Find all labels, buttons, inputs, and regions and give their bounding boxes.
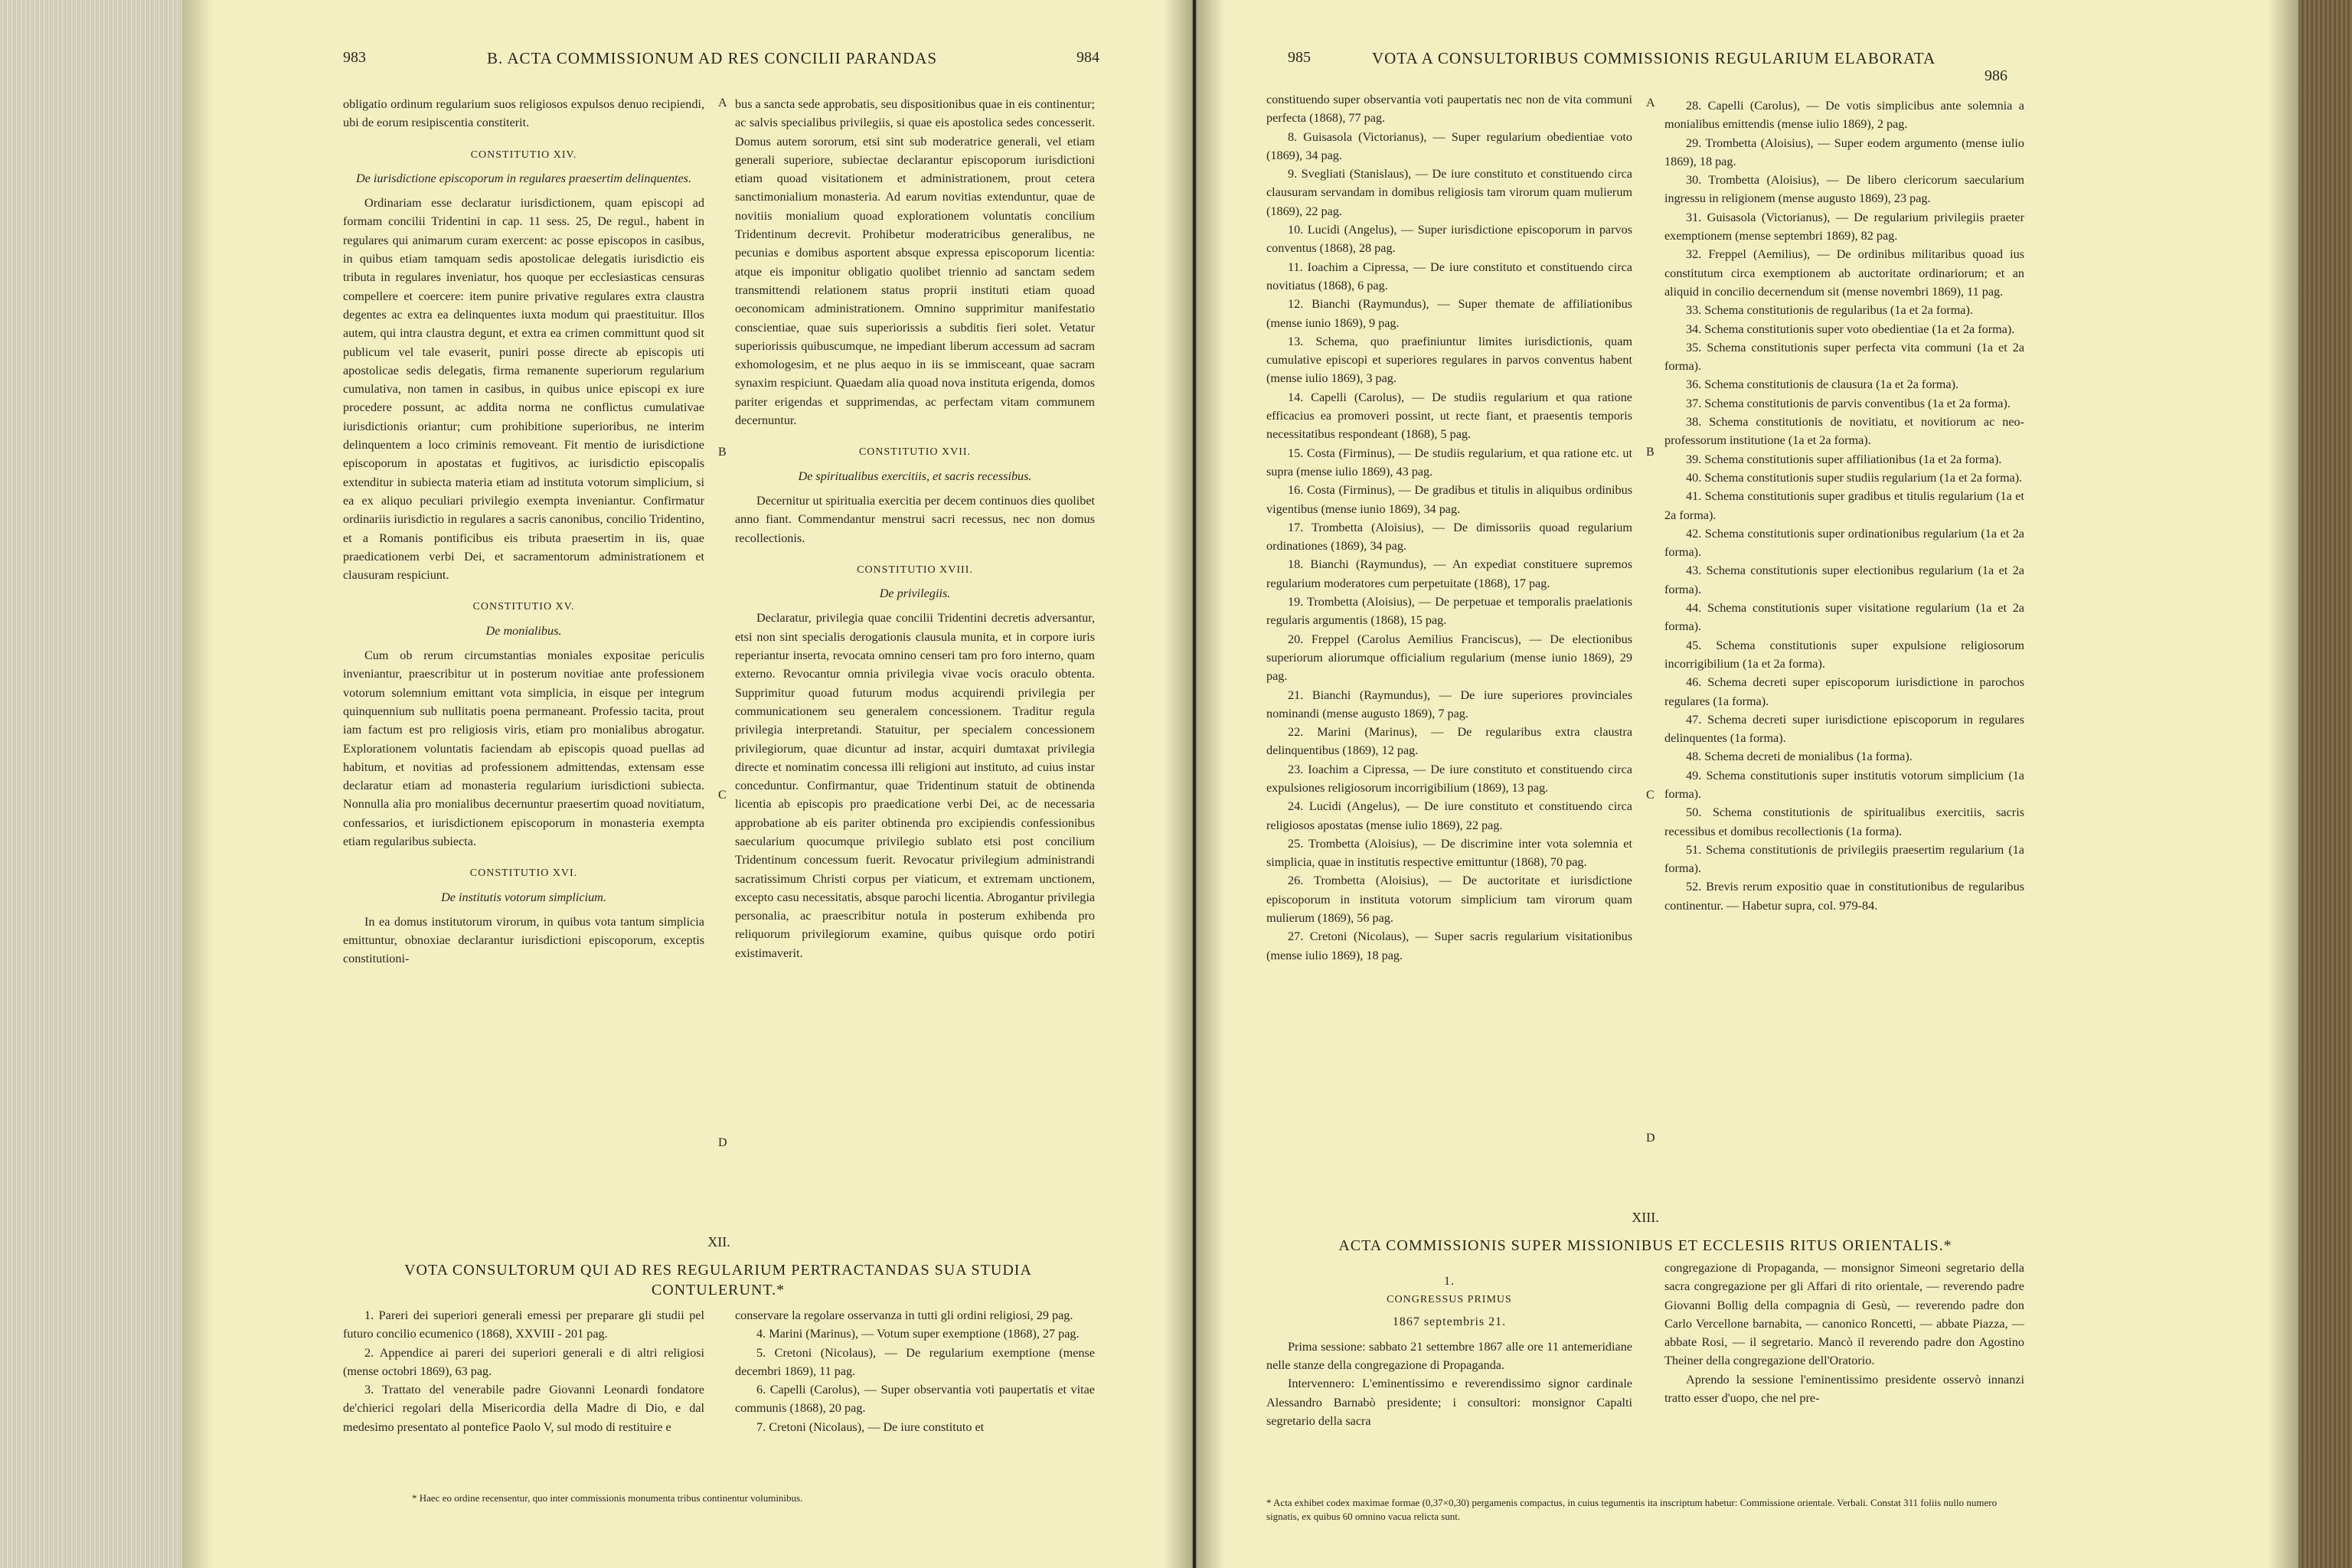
list-item: 6. Capelli (Carolus), — Super observantia voti paupertatis et vitae communis (1868), 20 pag. <box>735 1383 1095 1416</box>
list-item: 19. Trombetta (Aloisius), — De perpetuae et temporalis praelationis regularis argumentis (1868), 15 pag. <box>1266 595 1632 628</box>
page-number-986: 986 <box>1984 67 2007 84</box>
xiii-column-2 <box>1664 1259 2024 1407</box>
list-item: 44. Schema constitutionis super visitatione regularium (1a et 2a forma). <box>1664 601 2024 634</box>
page-number-984: 984 <box>1076 49 1099 66</box>
list-item: 24. Lucidi (Angelus), — De iure constituto et constituendo circa religiosos apostatas (mense iulio 1869), 22 pag. <box>1266 799 1632 832</box>
margin-letter-d: D <box>1646 1132 1655 1145</box>
list-item: 22. Marini (Marinus), — De regularibus extra claustra delinquentibus (1869), 12 pag. <box>1266 725 1632 758</box>
margin-letter-b: B <box>718 446 727 459</box>
list-item: 1. Pareri dei superiori generali emessi per preparare gli studii pel futuro concilio ecumenico (1868), XXVIII - 201 pag. <box>343 1308 704 1341</box>
right-page <box>1196 0 2298 1568</box>
paragraph: Declaratur, privilegia quae concilii Tridentini decretis adversantur, etsi non sint specialis derogationis clausula munita, et in corpore iuris reperiantur inserta, revocata omnino censeri tam pro foro interno, quam externo. Revocantur omnia privilegia vivae vocis oraculo obtenta. Supprimitur quoad futurum modus acquirendi privilegia per communicationem seu generalem concessionem. Traditur regula privilegia interpretandi. Statuitur, per specialem concessionem privilegiorum, quae dicuntur ad instar, acquiri dumtaxat privilegia directe et nominatim concessa illi religioni aut instituto, ad cuius instar conceduntur. Confirmantur, quae Tridentinum statuit de obtinenda licentia ab episcopis pro praedicatione verbi Dei, ac de necessaria approbatione ab eis pariter obtinenda pro excipiendis confessionibus saecularium quocumque privilegio sublato etsi post concilium Tridentinum concessum fuerit. Revocatur privilegium administrandi sacratissimum Christi corpus per viaticum, et extremam unctionem, excepto casu necessitatis, absque parochi licentia. Abrogantur privilegia personalia, ac praescribitur notula in posterum exhibenda pro reliquorum privilegiorum examine, quibus quisque ordo potiri existimaverit. <box>735 611 1095 960</box>
section-xiii-title: ACTA COMMISSIONIS SUPER MISSIONIBUS ET ECCLESIIS RITUS ORIENTALIS.* <box>1338 1237 1952 1254</box>
list-item: constituendo super observantia voti paupertatis nec non de vita communi perfecta (1868), 77 pag. <box>1266 93 1632 126</box>
page-number-983: 983 <box>343 49 366 66</box>
left-column-1 <box>343 95 704 969</box>
list-item: 32. Freppel (Aemilius), — De ordinibus militaribus quoad ius constitutum circa exemptionem ab auctoritate ordinariorum; et an aliquid in concilio decernendum sit (mense novembri 1869), 11 pag. <box>1664 247 2024 299</box>
congress-title: CONGRESSUS PRIMUS <box>1387 1294 1512 1306</box>
list-item: 35. Schema constitutionis super perfecta vita communi (1a et 2a forma). <box>1664 340 2024 374</box>
list-item: 5. Cretoni (Nicolaus), — De regularium exemptione (mense decembri 1869), 11 pag. <box>735 1345 1095 1378</box>
list-item: 4. Marini (Marinus), — Votum super exemptione (1868), 27 pag. <box>756 1327 1080 1341</box>
right-column-1 <box>1266 90 1632 965</box>
list-item: 51. Schema constitutionis de privilegiis praesertim regularium (1a forma). <box>1664 842 2024 876</box>
left-page <box>182 0 1193 1568</box>
list-item: 43. Schema constitutionis super electionibus regularium (1a et 2a forma). <box>1664 564 2024 596</box>
paragraph: Prima sessione: sabbato 21 settembre 1867 alle ore 11 antemeridiane nelle stanze della congregazione di Propaganda. <box>1266 1339 1632 1373</box>
list-item: 42. Schema constitutionis super ordinationibus regularium (1a et 2a forma). <box>1664 526 2024 560</box>
paragraph: Intervennero: L'eminentissimo e reverendissimo signor cardinale Alessandro Barnabò presidente; i consultori: monsignor Capalti segretario della sacra <box>1266 1377 1632 1429</box>
margin-letter-d: D <box>718 1136 727 1149</box>
left-column-2 <box>735 95 1095 962</box>
list-item: 3. Trattato del venerabile padre Giovanni Leonardi fondatore de'chierici regolari della Misericordia della Madre di Dio, e dal medesimo presentato al pontefice Paolo V, sul modo di restituire e <box>343 1383 704 1434</box>
paragraph: obligatio ordinum regularium suos religiosos expulsos denuo recipiendi, ubi de eorum resipiscentia constiterit. <box>343 97 704 130</box>
list-item: 47. Schema decreti super iurisdictione episcoporum in regulares delinquentes (1a forma). <box>1664 712 2024 746</box>
xii-list-column-1 <box>343 1306 704 1436</box>
list-item: 34. Schema constitutionis super voto obedientiae (1a et 2a forma). <box>1686 322 2015 336</box>
constitution-14-subtitle: De iurisdictione episcoporum in regulares praesertim delinquentes. <box>355 171 692 185</box>
list-item: 16. Costa (Firminus), — De gradibus et titulis in aliquibus ordinibus vigentibus (mense iunio 1869), 34 pag. <box>1266 483 1632 516</box>
list-item: 14. Capelli (Carolus), — De studiis regularium et qua ratione efficacius ea promoveri possint, ut recte fiant, et praesentis temporis necessitatibus respondeant (1868), 5 pag. <box>1266 390 1632 442</box>
paragraph: Decernitur ut spiritualia exercitia per decem continuos dies quolibet anno fiant. Commendantur menstrui sacri recessus, nec non domus recollectionis. <box>735 493 1095 545</box>
list-item: 11. Ioachim a Cipressa, — De iure constituto et constituendo circa novitiatus (1868), 6 pag. <box>1266 260 1632 292</box>
list-item: 26. Trombetta (Aloisius), — De auctoritate et iurisdictione episcoporum in instituta votorum simplicium tam virorum quam mulierum (1869), 56 pag. <box>1266 874 1632 926</box>
list-item: 10. Lucidi (Angelus), — Super iurisdictione episcoporum in parvos conventus (1868), 28 pag. <box>1266 223 1632 256</box>
book-cover-edge-right <box>2298 0 2352 1568</box>
list-item: 48. Schema decreti de monialibus (1a forma). <box>1686 750 1913 764</box>
list-item: 33. Schema constitutionis de regularibus (1a et 2a forma). <box>1686 303 1973 318</box>
constitution-17-title: CONSTITUTIO XVII. <box>858 446 972 459</box>
list-item: 31. Guisasola (Victorianus), — De regularium privilegiis praeter exemptionem (mense septembri 1869), 82 pag. <box>1664 210 2024 243</box>
list-item: 18. Bianchi (Raymundus), — An expediat constituere supremos regularium moderatores cum perpetuitate (1868), 17 pag. <box>1266 557 1632 590</box>
constitution-15-subtitle: De monialibus. <box>485 623 562 638</box>
page-edges-left <box>0 0 184 1568</box>
list-item: 2. Appendice ai pareri dei superiori generali e di altri religiosi (mense octobri 1869), 63 pag. <box>343 1345 704 1378</box>
list-item: 25. Trombetta (Aloisius), — De discrimine inter vota solemnia et simplicia, quae in institutis respective emittuntur (1868), 70 pag. <box>1266 836 1632 870</box>
list-item: 50. Schema constitutionis de spiritualibus exercitiis, sacris recessibus et domibus recollectionis (1a forma). <box>1664 805 2024 838</box>
page-number-985: 985 <box>1288 49 1311 66</box>
footnote-right: * Acta exhibet codex maximae formae (0,37×0,30) pergamenis compactus, in cuius tegumentis ita inscriptum habetur: Commissione orientale. Verbali. Constat 311 foliis nullo numero signatis, ex quibus 60 omnino vacua relicta sunt. <box>1266 1497 1998 1522</box>
list-item: 30. Trombetta (Aloisius), — De libero clericorum saecularium ingressu in religionem (mense augusto 1869), 23 pag. <box>1664 173 2024 206</box>
paragraph: In ea domus institutorum virorum, in quibus vota tantum simplicia emittuntur, obnoxiae declarantur iurisdictioni episcoporum, exceptis constitutioni- <box>343 914 704 966</box>
list-item: 13. Schema, quo praefiniuntur limites iurisdictionis, quam cumulative episcopi et superiores regulares in parvos conventus habent (mense iulio 1869), 3 pag. <box>1266 334 1632 386</box>
margin-letter-a: A <box>1646 96 1655 109</box>
congress-number: 1. <box>1444 1275 1455 1288</box>
constitution-18-title: CONSTITUTIO XVIII. <box>857 564 973 576</box>
list-item: 27. Cretoni (Nicolaus), — Super sacris regularium visitationibus (mense iulio 1869), 18 pag. <box>1266 929 1632 962</box>
paragraph: Ordinariam esse declaratur iurisdictionem, quam episcopi ad formam concilii Tridentini in cap. 11 sess. 25, De regul., habent in regulares qui animarum curam exercent: ac posse episcopos in casibus, in quibus etiam tamquam sedis apostolicae delegatis iurisdictio eis tributa in regulares inveniatur, hos quoque per ecclesiasticas censuras compellere et coercere: item punire privative regulares extra claustra degentes ac extra ea delinquentes iuxta modum qui praestituitur. Illos autem, qui intra claustra degunt, et extra ea crimen committunt quod sit publicum vel tale evaserit, puniri posse directe ab episcopis uti apostolicae sedis delegatis, firma remanente superiorum regularium cumulativa, non tamen in casibus, in quibus unice episcopi ex iure procedere possunt, ac addita norma ne conflictus cumulativae iurisdictionis oriantur; cum prohibitione superioribus, ne interim delinquentem a loco criminis removeant. Fit mentio de iurisdictione episcoporum in apostatas et fugitivos, ac iurisdictio episcopalis extenditur in subiecta materia etiam ad instituta votorum simplicium, si ea ex aliquo peculiari privilegio exempta inveniantur. Confirmatur ordinariis iurisdictio in regulares a sacris canonibus, concilio Tridentino, et a Romanis pontificibus eis tributa praesertim in iis, quae praedicationem verbi Dei, et sacramentorum administrationem et clausuram respiciunt. <box>343 196 704 583</box>
list-item: 9. Svegliati (Stanislaus), — De iure constituto et constituendo circa clausuram servandam in domibus religiosis tam virorum quam mulierum (1869), 22 pag. <box>1266 167 1632 218</box>
list-item: 21. Bianchi (Raymundus), — De iure superiores provinciales nominandi (mense augusto 1869), 7 pag. <box>1266 688 1632 720</box>
list-item: 52. Brevis rerum expositio quae in constitutionibus de regularibus continentur. — Habetur supra, col. 979-84. <box>1664 880 2024 913</box>
constitution-16-title: CONSTITUTIO XVI. <box>469 867 578 880</box>
margin-letter-b: B <box>1646 446 1655 459</box>
congress-date: 1867 septembris 21. <box>1392 1315 1507 1328</box>
section-number-xiii: XIII. <box>1632 1210 1659 1225</box>
right-page-header: VOTA A CONSULTORIBUS COMMISSIONIS REGULARIUM ELABORATA <box>1372 49 1936 67</box>
constitution-16-subtitle: De institutis votorum simplicium. <box>441 890 606 904</box>
list-item: 39. Schema constitutionis super affiliationibus (1a et 2a forma). <box>1686 452 2002 466</box>
list-item: 37. Schema constitutionis de parvis conventibus (1a et 2a forma). <box>1686 396 2011 410</box>
list-item: 36. Schema constitutionis de clausura (1a et 2a forma). <box>1686 377 1959 392</box>
margin-letter-c: C <box>718 789 727 802</box>
constitution-14-title: CONSTITUTIO XIV. <box>470 149 577 161</box>
list-item: 28. Capelli (Carolus), — De votis simplicibus ante solemnia a monialibus emittendis (mense iulio 1869), 2 pag. <box>1664 99 2024 132</box>
list-item: 8. Guisasola (Victorianus), — Super regularium obedientiae voto (1869), 34 pag. <box>1266 129 1632 162</box>
list-item: 17. Trombetta (Aloisius), — De dimissoriis quoad regularium ordinationes (1869), 34 pag. <box>1266 520 1632 554</box>
margin-letter-a: A <box>718 96 727 109</box>
section-number-xii: XII. <box>707 1234 730 1250</box>
paragraph: Aprendo la sessione l'eminentissimo presidente osservò innanzi tratto esser d'uopo, che nel pre- <box>1664 1372 2024 1406</box>
list-item: 29. Trombetta (Aloisius), — Super eodem argumento (mense iulio 1869), 18 pag. <box>1664 136 2024 168</box>
list-item: 49. Schema constitutionis super institutis votorum simplicium (1a forma). <box>1664 768 2024 801</box>
xii-list-column-2 <box>735 1306 1095 1436</box>
list-item: 41. Schema constitutionis super gradibus et titulis regularium (1a et 2a forma). <box>1664 489 2024 522</box>
list-item: 40. Schema constitutionis super studiis regularium (1a et 2a forma). <box>1686 470 2023 485</box>
right-column-2 <box>1664 96 2024 915</box>
paragraph: Cum ob rerum circumstantias moniales expositae periculis inveniantur, praescribitur ut in posterum novitiae ante professionem votorum solemnium emittant vota simplicia, in eisque per integrum quinquennium sub nullitatis poena permaneant. Professio tacita, prout iam factum est pro religiosis viris, etiam pro monialibus abrogatur. Explorationem voluntatis faciendam ab episcopis quoad puellas ad habitum, et novitias ad professionem admittendas, extensam esse declaratur etiam ad monasteria regularium iurisdictioni subiecta. Nonnulla alia pro monialibus decernuntur praesertim quoad novitiatum, confessarios, et iurisdictionem episcoporum in monasteria exempta etiam regularibus subiecta. <box>343 648 704 848</box>
list-item: 45. Schema constitutionis super expulsione religiosorum incorrigibilium (1a et 2a forma). <box>1664 638 2024 671</box>
list-item: 38. Schema constitutionis de novitiatu, et novitiorum ac neo-professorum institutione (1a et 2a forma). <box>1664 415 2024 448</box>
constitution-17-subtitle: De spiritualibus exercitiis, et sacris recessibus. <box>798 469 1032 483</box>
left-page-header: B. ACTA COMMISSIONUM AD RES CONCILII PARANDAS <box>487 49 938 67</box>
list-item: 20. Freppel (Carolus Aemilius Franciscus), — De electionibus superiorum aliorumque officialium regularium (mense iunio 1869), 29 pag. <box>1266 632 1632 684</box>
list-item: 15. Costa (Firminus), — De studiis regularium, et qua ratione etc. ut supra (mense iulio 1869), 43 pag. <box>1266 446 1632 479</box>
constitution-15-title: CONSTITUTIO XV. <box>472 601 575 613</box>
xiii-column-1 <box>1266 1268 1632 1430</box>
section-xii-title: VOTA CONSULTORUM QUI AD RES REGULARIUM PERTRACTANDAS SUA STUDIA CONTULERUNT.* <box>404 1262 1032 1298</box>
paragraph: congregazione di Propaganda, — monsignor Simeoni segretario della sacra congregazione per gli Affari di rito orientale, — reverendo padre Giovanni Bollig della compagnia di Gesù, — reverendo padre don Carlo Vercellone barnabita, — canonico Roncetti, — abbate Piazza, — abbate Rosi, — il segretario. Mancò il reverendo padre don Agostino Theiner della congregazione dell'Oratorio. <box>1664 1261 2024 1368</box>
paragraph: bus a sancta sede approbatis, seu dispositionibus quae in eis continentur; ac salvis specialibus privilegiis, si quae eis apostolica sedes concesserit. Domus autem sororum, etsi sint sub moderatrice generali, vel etiam generali superiore, subiectae declarantur episcoporum iurisdictioni etiam quoad visitationem et administrationem, prout cetera sanctimonialium monasteria. Ad earum novitias extenduntur, quae de novitiis monialium quoad explorationem voluntatis concilium Tridentinum decrevit. Prohibetur moderatricibus generalibus, ne pecunias e domibus asportent absque expressa episcoporum licentia: atque eis imponitur obligatio quolibet triennio ad sanctam sedem transmittendi relationem status proprii instituti etiam quoad oeconomicam administrationem. Omnino supprimitur manifestatio conscientiae, quae suis superiorissis a subditis fieri solet. Vetatur superiorissis quibuscumque, ne impediant liberum accessum ad sacram exhomologesim, et ne plus aequo in iis se immisceant, quae sacram synaxim respiciunt. Quaedam alia quoad nova instituta erigenda, domos pariter erigendas et supprimendas, ac perfectam vitam communem decernuntur. <box>735 97 1095 428</box>
footnote-left: * Haec eo ordine recensentur, quo inter commissionis monumenta tribus continentur voluminibus. <box>412 1492 803 1504</box>
margin-letter-c: C <box>1646 789 1655 802</box>
list-item: conservare la regolare osservanza in tutti gli ordini religiosi, 29 pag. <box>735 1308 1073 1322</box>
list-item: 12. Bianchi (Raymundus), — Super themate de affiliationibus (mense iunio 1869), 9 pag. <box>1266 297 1632 330</box>
constitution-18-subtitle: De privilegiis. <box>879 586 951 601</box>
list-item: 23. Ioachim a Cipressa, — De iure constituto et constituendo circa expulsiones religiosorum incorrigibilium (1869), 13 pag. <box>1266 762 1632 795</box>
list-item: 46. Schema decreti super episcoporum iurisdictione in parochos regulares (1a forma). <box>1664 675 2024 708</box>
list-item: 7. Cretoni (Nicolaus), — De iure constituto et <box>756 1419 985 1434</box>
